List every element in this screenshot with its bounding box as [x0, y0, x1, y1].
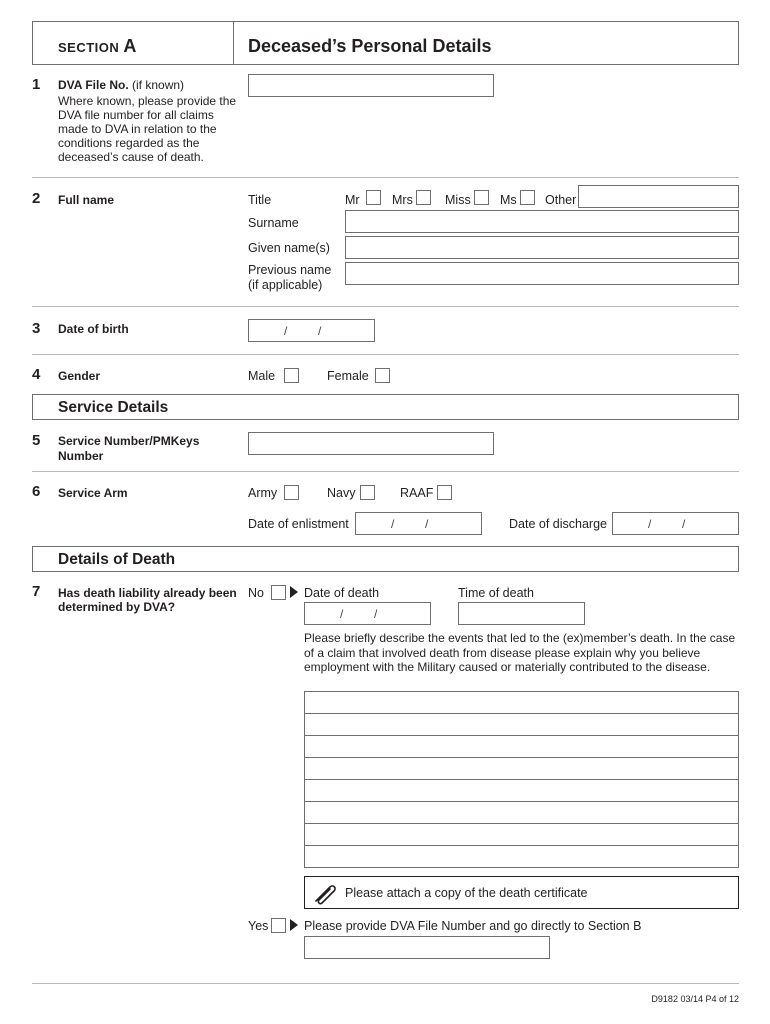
describe-instruction: Please briefly describe the events that led to the (ex)member’s death. In the case of a claim that involved death from disease please explain why you believe employment with the Military caused or materially contributed to the disease.: [304, 631, 736, 674]
raaf-checkbox[interactable]: [437, 485, 452, 500]
enlistment-label: Date of enlistment: [248, 517, 349, 531]
section-label: [58, 36, 137, 57]
q7-label-line2: determined by DVA?: [58, 600, 176, 614]
title-mr-label: Mr: [345, 193, 360, 207]
title-miss-checkbox[interactable]: [474, 190, 489, 205]
footer-divider: [32, 983, 739, 984]
title-other-input[interactable]: [578, 185, 739, 208]
discharge-label: Date of discharge: [509, 517, 607, 531]
dob-input[interactable]: [248, 319, 375, 342]
q1-help: Where known, please provide the DVA file number for all claims made to DVA in relation to the conditions regarded as the deceased’s cause of death.: [58, 94, 237, 164]
textarea-line: [305, 735, 738, 736]
q6-number: 6: [32, 483, 41, 500]
dob-slash-2: /: [318, 324, 322, 338]
enlistment-slash-1: /: [391, 517, 395, 531]
title-ms-checkbox[interactable]: [520, 190, 535, 205]
section-a-divider: [233, 21, 234, 65]
enlistment-date-input[interactable]: [355, 512, 482, 535]
service-details-title: Service Details: [58, 399, 169, 416]
no-checkbox[interactable]: [271, 585, 286, 600]
discharge-date-input[interactable]: [612, 512, 739, 535]
q4-number: 4: [32, 366, 41, 383]
raaf-label: RAAF: [400, 486, 434, 500]
title-ms-label: Ms: [500, 193, 517, 207]
q7-number: 7: [32, 583, 41, 600]
yes-checkbox[interactable]: [271, 918, 286, 933]
q1-label-bold: DVA File No.: [58, 78, 129, 92]
details-of-death-title: Details of Death: [58, 551, 176, 568]
given-names-label: Given name(s): [248, 241, 330, 255]
discharge-slash-1: /: [648, 517, 652, 531]
enlistment-slash-2: /: [425, 517, 429, 531]
death-slash-1: /: [340, 607, 344, 621]
q6-label: Service Arm: [58, 486, 128, 500]
surname-label: Surname: [248, 216, 299, 230]
yes-instruction: Please provide DVA File Number and go directly to Section B: [304, 919, 642, 933]
q2-label: Full name: [58, 193, 115, 207]
discharge-slash-2: /: [682, 517, 686, 531]
textarea-line: [305, 757, 738, 758]
title-mr-checkbox[interactable]: [366, 190, 381, 205]
title-other-label: Other: [545, 193, 577, 207]
textarea-line: [305, 845, 738, 846]
yes-dva-file-input[interactable]: [304, 936, 550, 959]
textarea-line: [305, 823, 738, 824]
section-a-title: Deceased’s Personal Details: [248, 36, 492, 56]
previous-name-label: Previous name: [248, 263, 332, 277]
death-slash-2: /: [374, 607, 378, 621]
attach-notice: [304, 876, 739, 909]
previous-name-sub: (if applicable): [248, 278, 323, 292]
navy-label: Navy: [327, 486, 356, 500]
service-number-input[interactable]: [248, 432, 494, 455]
female-label: Female: [327, 369, 369, 383]
divider-2: [32, 306, 739, 307]
female-checkbox[interactable]: [375, 368, 390, 383]
textarea-line: [305, 713, 738, 714]
footer-code: D9182 03/14 P4 of 12: [651, 994, 739, 1004]
dob-slash-1: /: [284, 324, 288, 338]
attach-text: Please attach a copy of the death certificate: [345, 886, 588, 900]
date-of-death-input[interactable]: [304, 602, 431, 625]
no-label: No: [248, 586, 264, 600]
time-of-death-input[interactable]: [458, 602, 585, 625]
q5-label-line1: Service Number/PMKeys: [58, 434, 200, 448]
q3-label: Date of birth: [58, 322, 129, 336]
q4-label: Gender: [58, 369, 101, 383]
q2-number: 2: [32, 190, 41, 207]
q5-label-line2: Number: [58, 449, 104, 463]
q3-number: 3: [32, 320, 41, 337]
yes-arrow-icon: [290, 919, 298, 931]
previous-name-input[interactable]: [345, 262, 739, 285]
divider-3: [32, 354, 739, 355]
section-word: SECTION: [58, 40, 120, 55]
male-label: Male: [248, 369, 276, 383]
events-description-textarea[interactable]: [304, 691, 739, 868]
surname-input[interactable]: [345, 210, 739, 233]
date-of-death-label: Date of death: [304, 586, 380, 600]
divider-1: [32, 177, 739, 178]
paperclip-icon: [312, 881, 340, 905]
divider-5: [32, 471, 739, 472]
army-label: Army: [248, 486, 278, 500]
q1-label-suffix: (if known): [132, 78, 185, 92]
no-arrow-icon: [290, 586, 298, 598]
q5-number: 5: [32, 432, 41, 449]
title-mrs-label: Mrs: [392, 193, 413, 207]
title-miss-label: Miss: [445, 193, 471, 207]
yes-label: Yes: [248, 919, 269, 933]
navy-checkbox[interactable]: [360, 485, 375, 500]
dva-file-no-input[interactable]: [248, 74, 494, 97]
section-letter: A: [123, 36, 137, 56]
title-label: Title: [248, 193, 272, 207]
male-checkbox[interactable]: [284, 368, 299, 383]
title-mrs-checkbox[interactable]: [416, 190, 431, 205]
textarea-line: [305, 779, 738, 780]
q7-label-line1: Has death liability already been: [58, 586, 237, 600]
q1-label: [58, 78, 184, 92]
q1-number: 1: [32, 76, 41, 93]
given-names-input[interactable]: [345, 236, 739, 259]
time-of-death-label: Time of death: [458, 586, 534, 600]
textarea-line: [305, 801, 738, 802]
army-checkbox[interactable]: [284, 485, 299, 500]
